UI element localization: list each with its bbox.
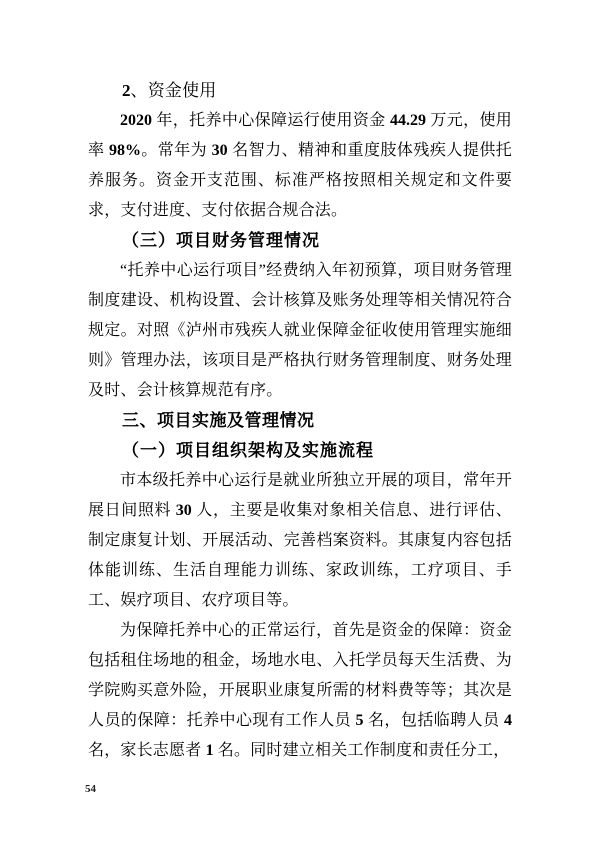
text-segment: 市本级托养中心运行是就业所独立开展的项目，常年开展日间照料 — [88, 472, 512, 519]
paragraph-org-structure — [88, 466, 512, 616]
text-segment: 年，托养中心保障运行使用资金 — [152, 112, 390, 129]
paragraph-funds-usage — [88, 106, 512, 226]
heading-project-implementation: 三、项目实施及管理情况 — [122, 411, 315, 430]
text-segment: 名，包括临聘人员 — [363, 712, 504, 729]
text-segment: 人，主要是收集对象相关信息、进行评估、制定康复计划、开展活动、完善档案资料。其康复内容包括体能训练、生活自理能力训练、家政训练，工疗项目、手工、娱疗项目、农疗项目等。 — [88, 502, 512, 609]
text-segment: 44.29 — [389, 112, 426, 129]
heading-funds-usage — [88, 76, 512, 106]
document-content — [88, 76, 512, 766]
heading-funds-usage-text: 、资金使用 — [130, 81, 217, 100]
text-segment: 名。同时建立相关工作制度和责任分工， — [213, 742, 510, 759]
text-segment: 30 — [211, 142, 228, 159]
heading-finance-management: （三）项目财务管理情况 — [122, 231, 320, 250]
text-segment: 。常年为 — [140, 142, 212, 159]
paragraph-operation-support — [88, 616, 512, 766]
text-segment: 1 — [205, 742, 214, 759]
text-segment: 万元，使用率 — [88, 112, 513, 159]
text-segment: 2020 — [120, 112, 152, 129]
text-segment: 5 — [355, 712, 364, 729]
heading-funds-usage-number: 2 — [122, 81, 131, 100]
text-segment: 30 — [175, 502, 192, 519]
heading-org-structure: （一）项目组织架构及实施流程 — [122, 441, 374, 460]
text-segment: 98% — [108, 142, 141, 159]
text-segment: 4 — [503, 712, 512, 729]
paragraph-finance-management: “托养中心运行项目”经费纳入年初预算，项目财务管理制度建设、机构设置、会计核算及账务处理等相关情况符合规定。对照《泸州市残疾人就业保障金征收使用管理实施细则》管理办法，该项目是严格执行财务管理制度、财务处理及时、会计核算规范有序。 — [88, 262, 512, 399]
text-segment: 名智力、精神和重度肢体残疾人提供托养服务。资金开支范围、标准严格按照相关规定和文件要求，支付进度、支付依据合规合法。 — [88, 142, 512, 219]
text-segment: 为保障托养中心的正常运行，首先是资金的保障：资金包括租住场地的租金，场地水电、入托学员每天生活费、为学院购买意外险，开展职业康复所需的材料费等等；其次是人员的保障：托养中心现有工作人员 — [88, 622, 512, 729]
text-segment: 名，家长志愿者 — [88, 742, 206, 759]
page-number: 54 — [85, 783, 96, 795]
